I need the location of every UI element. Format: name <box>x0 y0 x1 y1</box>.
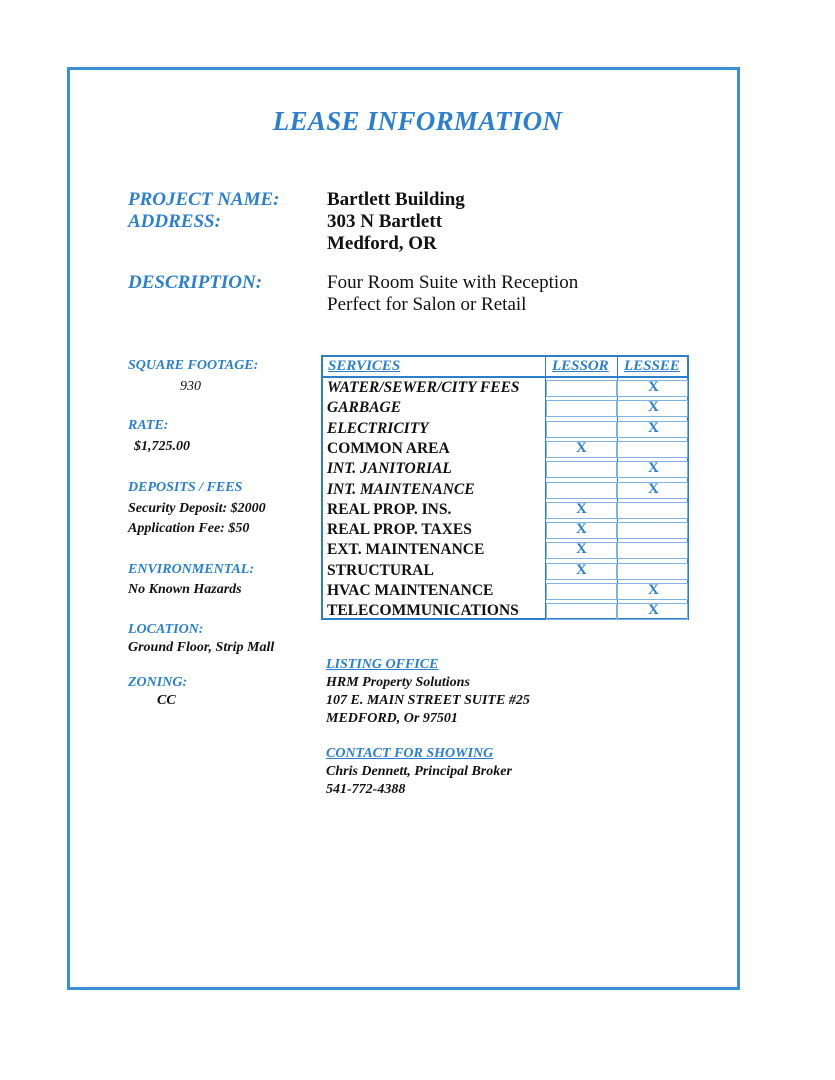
sqft-value: 930 <box>180 379 201 394</box>
lessee-header: LESSEE <box>624 358 680 374</box>
project-name-label: PROJECT NAME: <box>128 189 280 210</box>
zoning-label: ZONING: <box>128 675 188 690</box>
service-name: REAL PROP. TAXES <box>327 521 472 539</box>
contact-label: CONTACT FOR SHOWING <box>326 746 494 761</box>
location-label: LOCATION: <box>128 622 204 637</box>
lessee-cell <box>617 441 688 458</box>
zoning-value: CC <box>157 693 176 708</box>
description-line2: Perfect for Salon or Retail <box>327 294 527 315</box>
lessor-mark: X <box>576 439 587 456</box>
project-name-value: Bartlett Building <box>327 189 465 210</box>
lessor-cell <box>546 603 617 620</box>
services-table <box>321 355 689 620</box>
environmental-label: ENVIRONMENTAL: <box>128 562 255 577</box>
page-title: LEASE INFORMATION <box>272 106 563 136</box>
lessor-mark: X <box>576 500 587 517</box>
table-row <box>323 419 687 439</box>
lessee-cell <box>617 563 688 580</box>
deposits-label: DEPOSITS / FEES <box>128 480 243 495</box>
rate-label: RATE: <box>128 418 169 433</box>
table-row <box>323 601 687 621</box>
lessor-cell <box>546 461 617 478</box>
contact-line2: 541-772-4388 <box>326 782 406 797</box>
description-label: DESCRIPTION: <box>128 272 263 293</box>
lessor-cell <box>546 400 617 417</box>
lessee-mark: X <box>648 419 659 436</box>
service-name: GARBAGE <box>327 399 402 417</box>
lessee-mark: X <box>648 399 659 416</box>
lessor-header: LESSOR <box>552 358 609 374</box>
service-name: WATER/SEWER/CITY FEES <box>327 379 520 396</box>
security-deposit: Security Deposit: $2000 <box>128 501 266 516</box>
location-value: Ground Floor, Strip Mall <box>128 640 275 655</box>
service-name: ELECTRICITY <box>327 419 429 437</box>
table-row <box>323 540 687 560</box>
service-name: STRUCTURAL <box>327 561 434 579</box>
table-row <box>323 581 687 601</box>
contact-line1: Chris Dennett, Principal Broker <box>326 764 512 779</box>
listing-line1: HRM Property Solutions <box>326 675 470 690</box>
lessee-mark: X <box>648 460 659 477</box>
service-name: INT. JANITORIAL <box>327 460 452 478</box>
table-row <box>323 398 687 418</box>
lessor-cell <box>546 583 617 600</box>
table-row <box>323 520 687 540</box>
service-name: HVAC MAINTENANCE <box>327 582 494 599</box>
rate-value: $1,725.00 <box>134 439 190 454</box>
table-row <box>323 561 687 581</box>
table-row <box>323 378 687 398</box>
lessor-mark: X <box>576 541 587 558</box>
lessor-cell <box>546 421 617 438</box>
lessor-cell <box>546 482 617 499</box>
services-header: SERVICES <box>328 358 401 374</box>
table-row <box>323 480 687 500</box>
lessor-mark: X <box>576 521 587 538</box>
table-row <box>323 500 687 520</box>
listing-line3: MEDFORD, Or 97501 <box>326 711 458 726</box>
lessee-mark: X <box>648 480 659 497</box>
lessor-mark: X <box>576 561 587 578</box>
service-name: INT. MAINTENANCE <box>327 480 475 498</box>
lessee-mark: X <box>648 582 659 598</box>
lessee-cell <box>617 522 688 539</box>
address-label: ADDRESS: <box>128 211 221 232</box>
service-name: REAL PROP. INS. <box>327 500 452 518</box>
table-row <box>323 459 687 479</box>
lessee-cell <box>617 502 688 519</box>
sqft-label: SQUARE FOOTAGE: <box>128 358 259 373</box>
lessor-cell <box>546 380 617 397</box>
table-row <box>323 439 687 459</box>
application-fee: Application Fee: $50 <box>128 521 250 536</box>
description-line1: Four Room Suite with Reception <box>327 272 579 293</box>
environmental-value: No Known Hazards <box>128 582 242 597</box>
lessee-cell <box>617 542 688 559</box>
service-name: TELECOMMUNICATIONS <box>327 602 519 620</box>
listing-office-label: LISTING OFFICE <box>326 657 439 672</box>
service-name: COMMON AREA <box>327 439 450 457</box>
service-name: EXT. MAINTENANCE <box>327 541 485 559</box>
listing-line2: 107 E. MAIN STREET SUITE #25 <box>326 693 530 708</box>
lessee-mark: X <box>648 379 659 395</box>
lessee-mark: X <box>648 602 659 619</box>
address-line1: 303 N Bartlett <box>327 211 443 232</box>
address-line2: Medford, OR <box>327 233 437 254</box>
